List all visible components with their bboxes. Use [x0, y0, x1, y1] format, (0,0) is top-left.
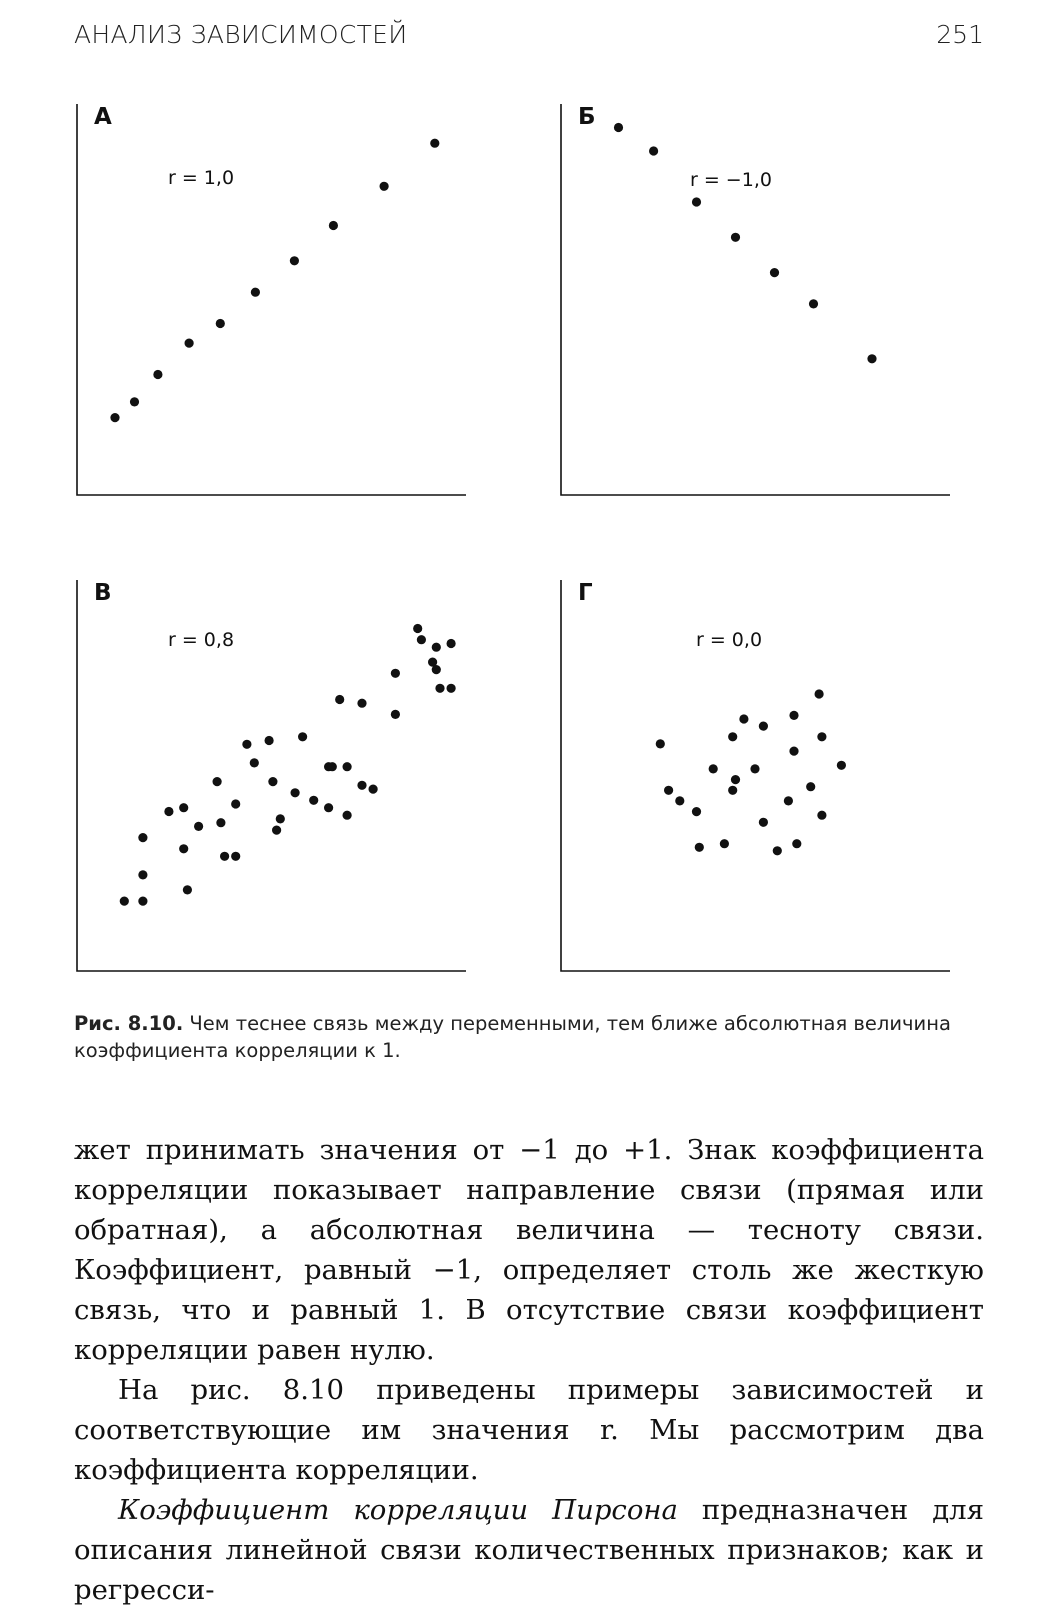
panel-letter: А [94, 104, 112, 130]
data-point [867, 354, 876, 363]
scatter-plot-2 [76, 580, 466, 972]
paragraph-2: На рис. 8.10 приведены примеры зависимостей и соответствующие им значения r. Мы рассмотрим два коэффициента корреляции. [74, 1374, 984, 1486]
data-point [220, 852, 229, 861]
scatter-panel-v [76, 580, 466, 972]
data-point [731, 233, 740, 242]
figure-8-10 [70, 96, 990, 1016]
correlation-label: r = 0,0 [696, 629, 763, 651]
data-point [298, 732, 307, 741]
caption-text: Чем теснее связь между переменными, тем ближе абсолютная величина коэффициента корреляции к 1. [74, 1012, 951, 1062]
correlation-label: r = 1,0 [168, 167, 235, 189]
axis-lines [561, 104, 950, 495]
data-point [728, 732, 737, 741]
data-point [649, 146, 658, 155]
data-point [728, 786, 737, 795]
data-point [329, 221, 338, 230]
data-point [130, 397, 139, 406]
data-point [138, 870, 147, 879]
data-point [789, 711, 798, 720]
data-point [770, 268, 779, 277]
data-point [614, 123, 623, 132]
data-point [432, 665, 441, 674]
data-point [251, 288, 260, 297]
data-point [120, 897, 129, 906]
data-point [413, 624, 422, 633]
data-point [739, 714, 748, 723]
data-point [357, 781, 366, 790]
paragraph-3-rest: предназначен для описания линейной связи количественных признаков; как и регресси- [74, 1494, 985, 1606]
axis-lines [77, 104, 466, 495]
scatter-panel-g [560, 580, 950, 972]
page-number: 251 [936, 20, 984, 49]
data-point [291, 788, 300, 797]
data-point [815, 689, 824, 698]
data-point [324, 803, 333, 812]
data-point [447, 639, 456, 648]
correlation-label: r = −1,0 [690, 169, 772, 191]
data-point [692, 807, 701, 816]
data-point [242, 740, 251, 749]
scatter-plot-0 [76, 104, 466, 496]
data-point [750, 764, 759, 773]
data-point [759, 722, 768, 731]
figure-caption [74, 1010, 984, 1064]
data-point [357, 699, 366, 708]
data-point [110, 413, 119, 422]
caption-label: Рис. 8.10. [74, 1012, 184, 1035]
data-point [231, 852, 240, 861]
data-point [290, 256, 299, 265]
data-point [435, 684, 444, 693]
data-point [837, 761, 846, 770]
data-point [759, 818, 768, 827]
data-point [265, 736, 274, 745]
panel-letter: В [94, 580, 112, 606]
data-point [731, 775, 740, 784]
data-point [806, 782, 815, 791]
data-point [417, 635, 426, 644]
data-point [250, 758, 259, 767]
data-point [213, 777, 222, 786]
data-point [447, 684, 456, 693]
paragraph-1: жет принимать значения от −1 до +1. Знак коэффициента корреляции показывает направление связи (прямая или обратная), а абсолютная величина — тесноту связи. Коэффициент, равный −1, определяет столь же жесткую связь, что и равный 1. В отсутствие связи коэффициент корреляции равен нулю. [74, 1134, 984, 1366]
data-point [194, 822, 203, 831]
data-point [664, 786, 673, 795]
data-point [335, 695, 344, 704]
data-point [328, 762, 337, 771]
data-point [216, 319, 225, 328]
data-point [231, 799, 240, 808]
data-point [784, 796, 793, 805]
data-point [164, 807, 173, 816]
data-point [343, 811, 352, 820]
data-point [343, 762, 352, 771]
data-point [817, 732, 826, 741]
data-point [185, 339, 194, 348]
scatter-plot-3 [560, 580, 950, 972]
data-point [380, 182, 389, 191]
scatter-plot-1 [560, 104, 950, 496]
data-point [179, 803, 188, 812]
pearson-term: Коэффициент корреляции Пирсона [118, 1494, 678, 1526]
data-point [153, 370, 162, 379]
data-point [138, 897, 147, 906]
data-point [391, 669, 400, 678]
data-point [432, 643, 441, 652]
data-point [773, 846, 782, 855]
data-point [369, 785, 378, 794]
data-point [430, 139, 439, 148]
data-point [692, 197, 701, 206]
running-head-title: АНАЛИЗ ЗАВИСИМОСТЕЙ [74, 20, 408, 49]
data-point [789, 747, 798, 756]
axis-lines [77, 580, 466, 971]
data-point [675, 796, 684, 805]
data-point [272, 826, 281, 835]
data-point [216, 818, 225, 827]
data-point [656, 739, 665, 748]
scatter-panel-a [76, 104, 466, 496]
data-point [179, 844, 188, 853]
data-point [809, 299, 818, 308]
data-point [138, 833, 147, 842]
data-point [720, 839, 729, 848]
panel-letter: Б [578, 104, 596, 130]
correlation-label: r = 0,8 [168, 629, 235, 651]
data-point [817, 811, 826, 820]
data-point [709, 764, 718, 773]
body-text [74, 1130, 984, 1610]
data-point [792, 839, 801, 848]
panel-letter: Г [578, 580, 593, 606]
data-point [391, 710, 400, 719]
scatter-panel-b [560, 104, 950, 496]
data-point [695, 843, 704, 852]
data-point [309, 796, 318, 805]
running-head [74, 20, 984, 60]
data-point [268, 777, 277, 786]
paragraph-3 [74, 1490, 984, 1610]
data-point [276, 814, 285, 823]
data-point [183, 885, 192, 894]
